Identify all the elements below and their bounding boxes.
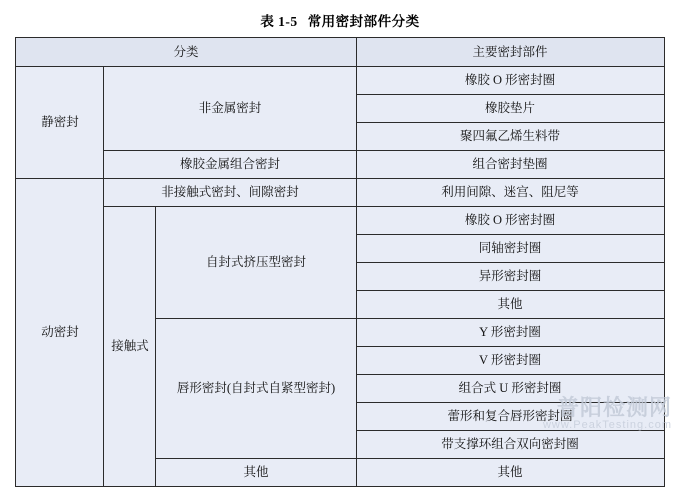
- part-cell: 利用间隙、迷宫、阻尼等: [356, 179, 664, 207]
- table-row: [16, 179, 664, 207]
- table-caption-title: 常用密封部件分类: [307, 14, 420, 29]
- watermark-sub-text: www.PeakTesting.com: [542, 419, 672, 431]
- table-caption-number: 表 1-5: [260, 14, 298, 29]
- seal-classification-table: [15, 37, 664, 487]
- part-cell: 橡胶垫片: [356, 95, 664, 123]
- header-main-parts: 主要密封部件: [356, 38, 664, 67]
- group-cell-dynamic-seal: 动密封: [16, 179, 104, 487]
- header-classification: 分类: [16, 38, 356, 67]
- watermark-main-text: 普阳检测网: [556, 395, 672, 420]
- subgroup-cell-other: 其他: [156, 459, 356, 487]
- part-cell: 带支撑环组合双向密封圈: [356, 431, 664, 459]
- subgroup-cell-lip: 唇形密封(自封式自紧型密封): [156, 319, 356, 459]
- table-header-row: [16, 38, 664, 67]
- contact-type-cell: 接触式: [104, 207, 156, 487]
- part-cell: 其他: [356, 291, 664, 319]
- table-header: [16, 38, 664, 67]
- part-cell: 聚四氟乙烯生料带: [356, 123, 664, 151]
- table-row: [16, 207, 664, 235]
- part-cell: 其他: [356, 459, 664, 487]
- table-row: [16, 67, 664, 95]
- part-cell: 蕾形和复合唇形密封圈: [356, 403, 664, 431]
- part-cell: 组合密封垫圈: [356, 151, 664, 179]
- table-row: [16, 151, 664, 179]
- part-cell: 橡胶 O 形密封圈: [356, 207, 664, 235]
- table-caption: [0, 0, 680, 37]
- part-cell: 同轴密封圈: [356, 235, 664, 263]
- part-cell: Y 形密封圈: [356, 319, 664, 347]
- part-cell: 异形密封圈: [356, 263, 664, 291]
- subgroup-cell-noncontact: 非接触式密封、间隙密封: [104, 179, 356, 207]
- group-cell-static-seal: 静密封: [16, 67, 104, 179]
- part-cell: 橡胶 O 形密封圈: [356, 67, 664, 95]
- subgroup-cell-nonmetal: 非金属密封: [104, 67, 356, 151]
- subgroup-cell-squeeze: 自封式挤压型密封: [156, 207, 356, 319]
- part-cell: 组合式 U 形密封圈: [356, 375, 664, 403]
- table-body: [16, 67, 664, 487]
- subgroup-cell-rubber-metal: 橡胶金属组合密封: [104, 151, 356, 179]
- part-cell: V 形密封圈: [356, 347, 664, 375]
